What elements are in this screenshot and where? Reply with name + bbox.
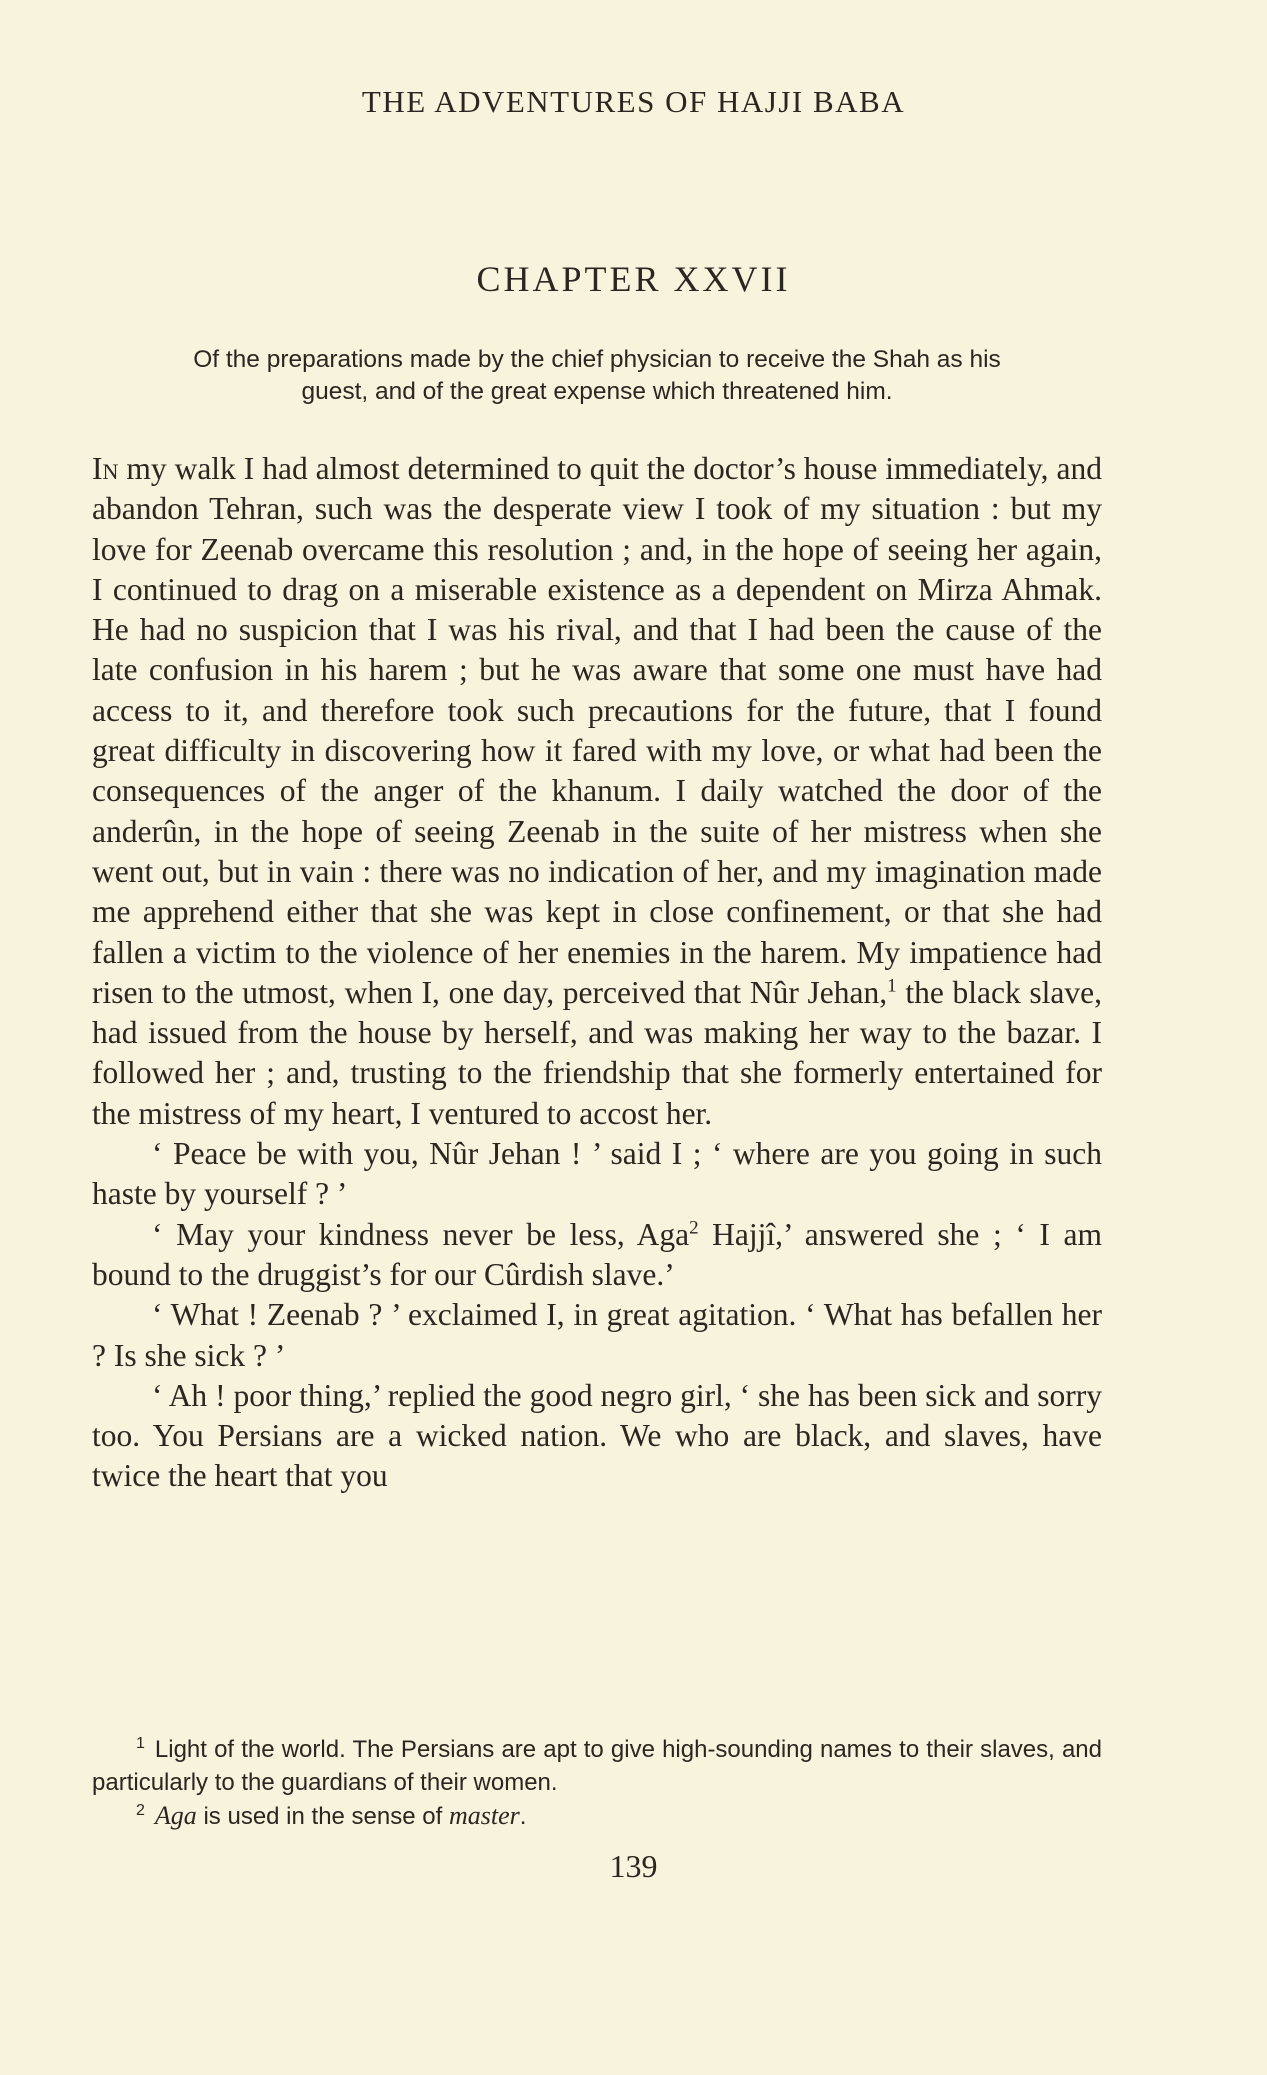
- footnote-1: [92, 1733, 1102, 1799]
- paragraph-1-text-a: my walk I had almost determined to quit the doctor’s house immediately, and abandon Tehran, such was the desperate view I took of my situation : but my love for Zeenab overcame this resolution ; and, in the hope of seeing her again, I continued to drag on a miserable existence as a dependent on Mirza Ahmak. He had no suspicion that I was his rival, and that I had been the cause of the late confusion in his harem ; but he was aware that some one must have had access to it, and therefore took such precautions for the future, that I found great difficulty in discovering how it fared with my love, or what had been the consequences of the anger of the khanum. I daily watched the door of the anderûn, in the hope of seeing Zeenab in the suite of her mistress when she went out, but in vain : there was no indication of her, and my imagination made me apprehend either that she was kept in close confinement, or that she had fallen a victim to the violence of her enemies in the harem. My impatience had risen to the utmost, when I, one day, perceived that Nûr Jehan,: [92, 451, 1102, 1010]
- footnotes: [92, 1733, 1102, 1833]
- paragraph-5: ‘ Ah ! poor thing,’ replied the good negro girl, ‘ she has been sick and sorry too. You Persians are a wicked nation. We who are black, and slaves, have twice the heart that you: [92, 1377, 1102, 1494]
- footnote-2-number: 2: [136, 1802, 145, 1819]
- synopsis-line-1: Of the preparations made by the chief physician to receive the Shah as his: [193, 346, 1001, 373]
- footnote-1-text: Light of the world. The Persians are apt to give high-sounding names to their slaves, and particularly to the guardians of their women.: [92, 1736, 1102, 1796]
- paragraph-1: [92, 449, 1102, 1134]
- paragraph-4: ‘ What ! Zeenab ? ’ exclaimed I, in great agitation. ‘ What has befallen her ? Is she sick ? ’: [92, 1297, 1102, 1373]
- footnote-ref-1: 1: [887, 975, 897, 997]
- footnote-1-number: 1: [136, 1735, 145, 1752]
- body-text: [92, 449, 1102, 1497]
- footnote-2-mid: is used in the sense of: [196, 1803, 449, 1830]
- paragraph-3-text-b: Hajjî,’ answered she ; ‘ I am bound to the druggist’s for our Cûrdish slave.’: [92, 1216, 1102, 1292]
- paragraph-3-text-a: ‘ May your kindness never be less, Aga: [152, 1216, 690, 1252]
- chapter-synopsis: [92, 344, 1102, 408]
- footnote-2-end: .: [519, 1803, 527, 1830]
- running-head: THE ADVENTURES OF HAJJI BABA: [361, 84, 906, 119]
- paragraph-2: ‘ Peace be with you, Nûr Jehan ! ’ said I ; ‘ where are you going in such haste by yourself ? ’: [92, 1136, 1102, 1212]
- paragraph-3: [92, 1215, 1102, 1296]
- footnote-ref-2: 2: [689, 1217, 699, 1239]
- drop-initial-rest: n: [102, 451, 119, 486]
- paragraph-1-text-b: the black slave, had issued from the house by herself, and was making her way to the bazar. I followed her ; and, trusting to the friendship that she formerly entertained for the mistress of my heart, I ventured to accost her.: [92, 974, 1103, 1131]
- footnote-2-word: master: [448, 1801, 520, 1830]
- page-number: 139: [609, 1848, 658, 1884]
- footnote-2: [92, 1799, 1102, 1833]
- drop-initial: I: [92, 451, 103, 486]
- chapter-title: CHAPTER XXVII: [476, 259, 791, 299]
- synopsis-line-2: guest, and of the great expense which threatened him.: [301, 378, 893, 405]
- footnote-2-term: Aga: [154, 1801, 197, 1830]
